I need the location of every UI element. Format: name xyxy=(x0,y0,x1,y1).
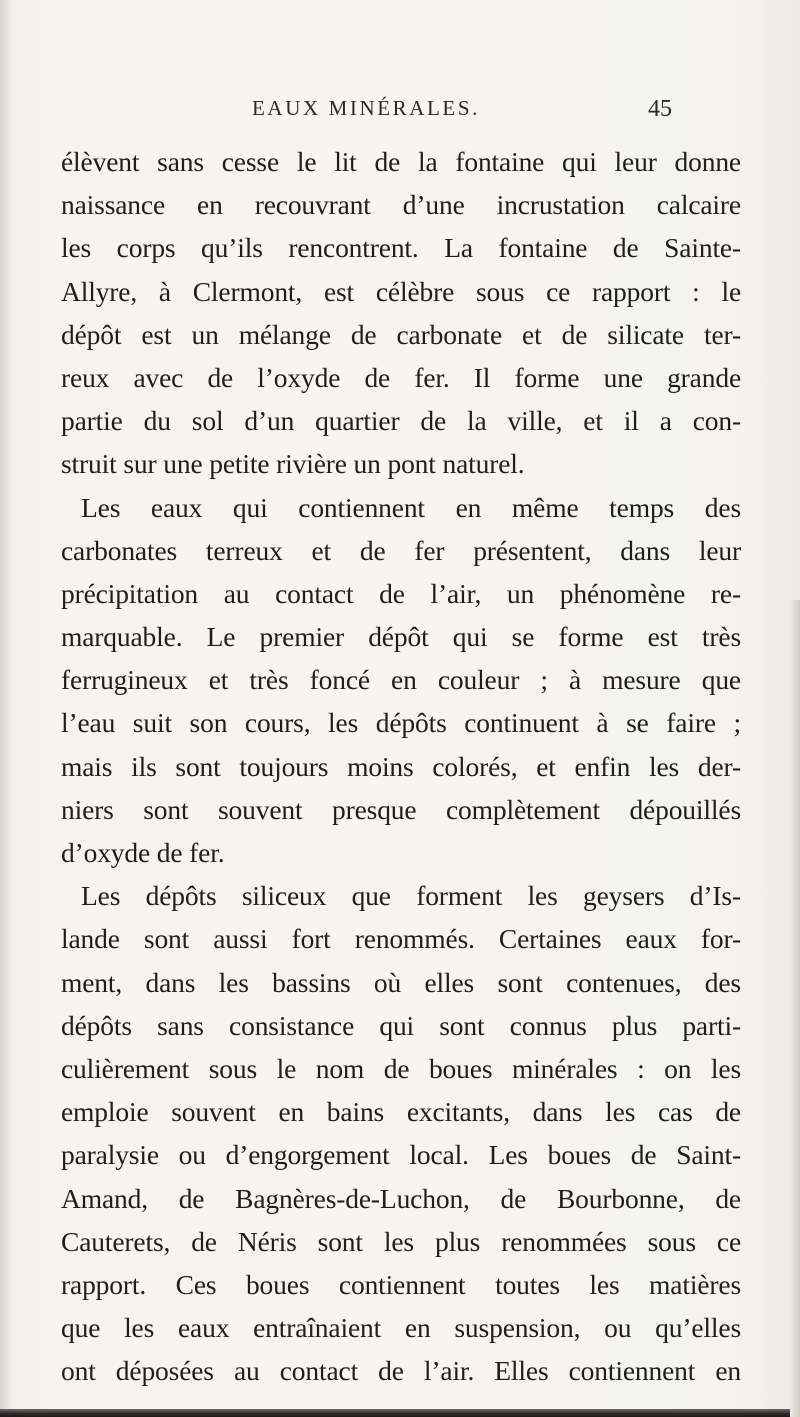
text-line: mais ils sont toujours moins colorés, et enfin les der- xyxy=(61,750,741,782)
text-line: Allyre, à Clermont, est célèbre sous ce rapport : le xyxy=(61,275,741,307)
text-line: partie du sol d’un quartier de la ville, et il a con- xyxy=(61,405,741,437)
text-line: Amand, de Bagnères-de-Luchon, de Bourbonne, de xyxy=(61,1182,741,1214)
text-line: dépôt est un mélange de carbonate et de silicate ter- xyxy=(61,318,741,350)
text-line: que les eaux entraînaient en suspension, ou qu’elles xyxy=(61,1312,741,1344)
text-line: lande sont aussi fort renommés. Certaines eaux for- xyxy=(61,923,741,955)
page-edge-shadow xyxy=(790,600,800,1417)
text-line: dépôts sans consistance qui sont connus plus parti- xyxy=(61,1009,741,1041)
running-header xyxy=(252,96,672,130)
page-bottom-edge xyxy=(0,1409,790,1417)
text-line: Les dépôts siliceux que forment les geysers d’Is- xyxy=(81,880,741,912)
running-title: EAUX MINÉRALES. xyxy=(252,96,480,120)
text-line: Les eaux qui contiennent en même temps des xyxy=(81,491,741,523)
text-line: ment, dans les bassins où elles sont contenues, des xyxy=(61,966,741,998)
text-line: paralysie ou d’engorgement local. Les boues de Saint- xyxy=(61,1139,741,1171)
text-line: d’oxyde de fer. xyxy=(61,837,225,868)
text-line: struit sur une petite rivière un pont naturel. xyxy=(61,448,525,480)
text-line: emploie souvent en bains excitants, dans les cas de xyxy=(61,1096,741,1128)
gutter-shadow xyxy=(0,0,14,1417)
text-line: niers sont souvent presque complètement dépouillés xyxy=(61,793,741,825)
text-line: rapport. Ces boues contiennent toutes les matières xyxy=(61,1268,741,1300)
text-line: marquable. Le premier dépôt qui se forme est très xyxy=(61,621,741,653)
text-line: carbonates terreux et de fer présentent, dans leur xyxy=(61,534,741,566)
page-number: 45 xyxy=(648,96,672,122)
text-line: Cauterets, de Néris sont les plus renommées sous ce xyxy=(61,1225,741,1257)
text-line: l’eau suit son cours, les dépôts continuent à se faire ; xyxy=(61,707,741,739)
text-line: culièrement sous le nom de boues minérales : on les xyxy=(61,1052,741,1084)
text-line: reux avec de l’oxyde de fer. Il forme une grande xyxy=(61,361,741,393)
body-text xyxy=(61,140,741,1392)
text-line: élèvent sans cesse le lit de la fontaine qui leur donne xyxy=(61,146,741,177)
text-line: précipitation au contact de l’air, un phénomène re- xyxy=(61,577,741,609)
text-line: naissance en recouvrant d’une incrustation calcaire xyxy=(61,189,741,221)
text-line: ferrugineux et très foncé en couleur ; à mesure que xyxy=(61,664,741,696)
text-line: les corps qu’ils rencontrent. La fontaine de Sainte- xyxy=(61,232,741,264)
text-line: ont déposées au contact de l’air. Elles contiennent en xyxy=(61,1355,741,1387)
